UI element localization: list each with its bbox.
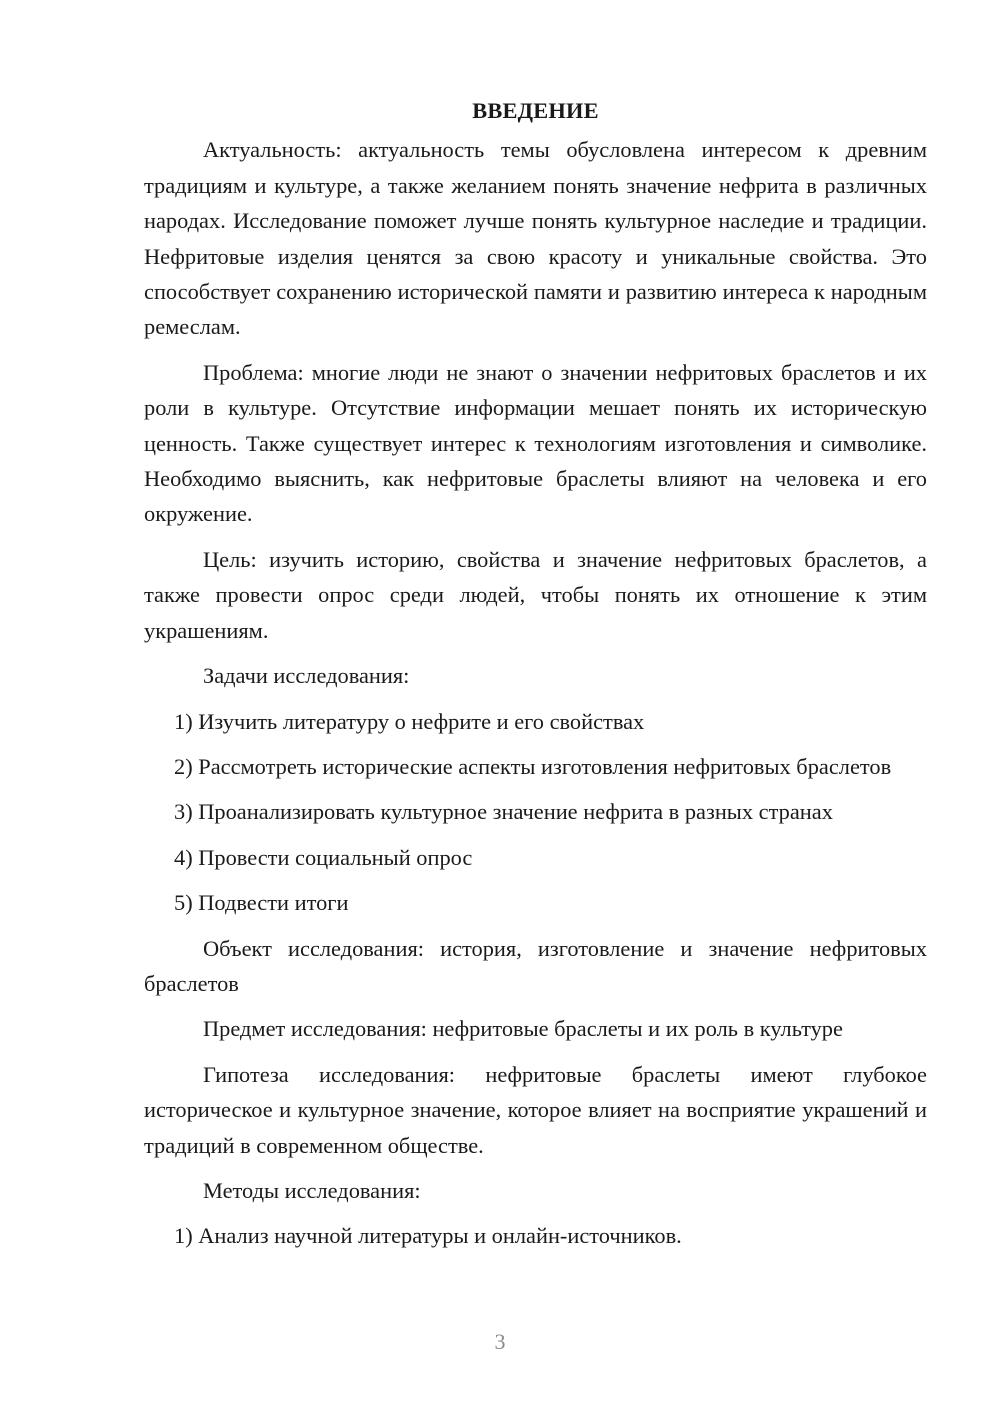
section-heading: ВВЕДЕНИЕ [472, 98, 599, 123]
task-item-5: 5) Подвести итоги [174, 890, 349, 916]
problem-paragraph: Проблема: многие люди не знают о значении нефритовых браслетов и их роли в культуре. Отсутствие информации мешает понять их историческую ценность. Также существует интерес к технологиям изготовления и символике. Необходимо выяснить, как нефритовые браслеты влияют на человека и его окружение. [144, 359, 927, 527]
method-item-1: 1) Анализ научной литературы и онлайн-источников. [174, 1223, 682, 1249]
page-number: 3 [494, 1329, 506, 1354]
hypothesis-paragraph: Гипотеза исследования: нефритовые браслеты имеют глубокое историческое и культурное значение, которое влияет на восприятие украшений и традиций в современном обществе. [144, 1061, 927, 1158]
task-item-3: 3) Проанализировать культурное значение нефрита в разных странах [174, 799, 833, 825]
methods-label: Методы исследования: [203, 1177, 421, 1203]
object-paragraph: Объект исследования: история, изготовление и значение нефритовых браслетов [144, 935, 927, 996]
page-content [144, 93, 927, 1264]
task-item-2: 2) Рассмотреть исторические аспекты изготовления нефритовых браслетов [174, 753, 892, 779]
task-item-4: 4) Провести социальный опрос [174, 844, 473, 870]
relevance-paragraph: Актуальность: актуальность темы обусловлена интересом к древним традициям и культуре, а также желанием понять значение нефрита в различных народах. Исследование поможет лучше понять культурное наследие и традиции. Нефритовые изделия ценятся за свою красоту и уникальные свойства. Это способствует сохранению исторической памяти и развитию интереса к народным ремеслам. [144, 137, 927, 340]
task-item-1: 1) Изучить литературу о нефрите и его свойствах [174, 708, 645, 734]
tasks-label: Задачи исследования: [203, 663, 410, 689]
subject-paragraph: Предмет исследования: нефритовые браслеты и их роль в культуре [203, 1016, 843, 1042]
goal-paragraph: Цель: изучить историю, свойства и значение нефритовых браслетов, а также провести опрос среди людей, чтобы понять их отношение к этим украшениям. [144, 546, 927, 643]
